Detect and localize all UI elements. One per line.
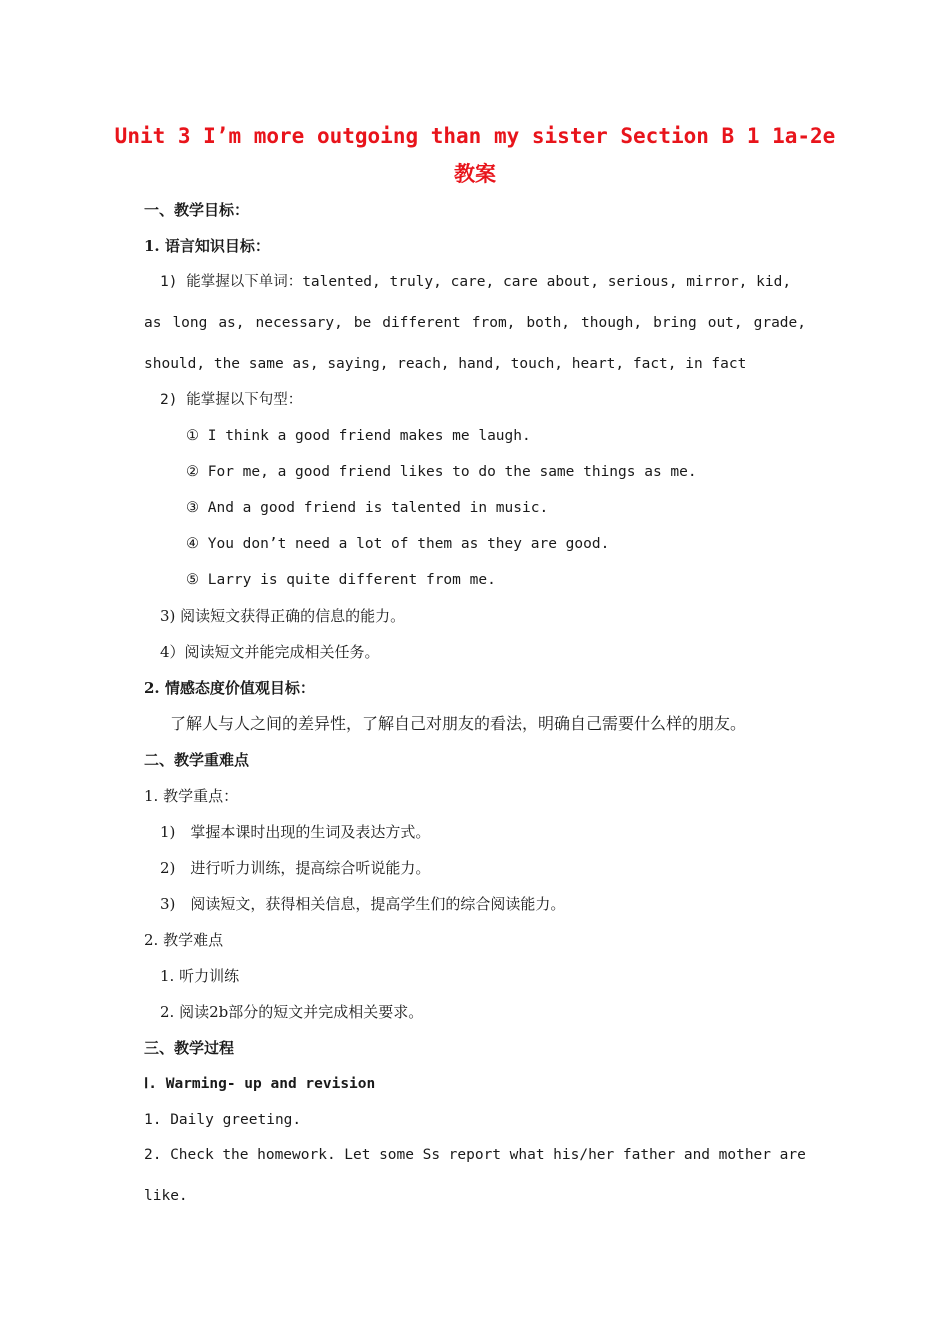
word: necessary, (255, 315, 343, 331)
difficulty-heading: 2. 教学难点 (144, 931, 224, 949)
document-title-line1: Unit 3 I’m more outgoing than my sister Section B 1 1a-2e (114, 124, 836, 148)
word: his/her (553, 1147, 615, 1163)
word: Ss (422, 1147, 441, 1163)
section1-sub2: 2. 情感态度价值观目标： (144, 679, 315, 697)
word: though, (581, 315, 643, 331)
word: Let (344, 1147, 371, 1163)
document-title-line2: 教案 (454, 162, 496, 186)
word: homework. (257, 1147, 336, 1163)
objective-item-3: 3) 阅读短文获得正确的信息的能力。 (160, 607, 406, 625)
key-points-heading: 1. 教学重点： (144, 787, 239, 805)
word: long (172, 315, 208, 331)
word: as (144, 315, 162, 331)
words-line3: should, the same as, saying, reach, hand, touch, heart, fact, in fact (144, 356, 747, 372)
word: grade, (753, 315, 806, 331)
word: from, (471, 315, 516, 331)
word: as, (218, 315, 245, 331)
word: different (382, 315, 461, 331)
word: father (622, 1147, 676, 1163)
sentence-item: ① I think a good friend makes me laugh. (186, 428, 531, 444)
key-point-item: 2) 进行听力训练，提高综合听说能力。 (160, 859, 431, 877)
word: mother (718, 1147, 772, 1163)
word: be (353, 315, 372, 331)
step-2-line2: like. (144, 1188, 188, 1204)
step-2-line1 (144, 1144, 806, 1166)
sentence-item: ⑤ Larry is quite different from me. (186, 572, 496, 588)
words-line2 (144, 312, 806, 334)
sentence-item: ② For me, a good friend likes to do the same things as me. (186, 464, 697, 480)
words-intro: 1) 能掌握以下单词：talented, truly, care, care about, serious, mirror, kid, (160, 274, 792, 290)
sentences-intro: 2) 能掌握以下句型： (160, 392, 303, 408)
word: Check (170, 1147, 214, 1163)
key-point-item: 1) 掌握本课时出现的生词及表达方式。 (160, 823, 431, 841)
word: what (509, 1147, 545, 1163)
difficulty-item: 1. 听力训练 (160, 967, 240, 985)
sentence-item: ③ And a good friend is talented in music. (186, 500, 549, 516)
word: are (779, 1147, 806, 1163)
key-point-item: 3) 阅读短文，获得相关信息，提高学生们的综合阅读能力。 (160, 895, 566, 913)
objective-item-4: 4）阅读短文并能完成相关任务。 (160, 643, 380, 661)
word: some (379, 1147, 414, 1163)
word: and (683, 1147, 711, 1163)
word: the (222, 1147, 249, 1163)
section1-sub1: 1. 语言知识目标： (144, 237, 270, 255)
sentence-item: ④ You don’t need a lot of them as they are good. (186, 536, 610, 552)
step-1: 1. Daily greeting. (144, 1112, 302, 1128)
word: 2. (144, 1147, 162, 1163)
word: bring (653, 315, 697, 331)
section1-sub2-text: 了解人与人之间的差异性，了解自己对朋友的看法，明确自己需要什么样的朋友。 (170, 714, 747, 733)
section2-heading: 二、教学重难点 (144, 751, 250, 769)
difficulty-item: 2. 阅读2b部分的短文并完成相关要求。 (160, 1003, 424, 1021)
section1-heading: 一、教学目标： (144, 201, 250, 219)
word: report (448, 1147, 502, 1163)
section3-heading: 三、教学过程 (144, 1039, 235, 1057)
part1-heading: Ⅰ. Warming- up and revision (144, 1076, 376, 1092)
word: out, (707, 315, 743, 331)
word: both, (526, 315, 571, 331)
